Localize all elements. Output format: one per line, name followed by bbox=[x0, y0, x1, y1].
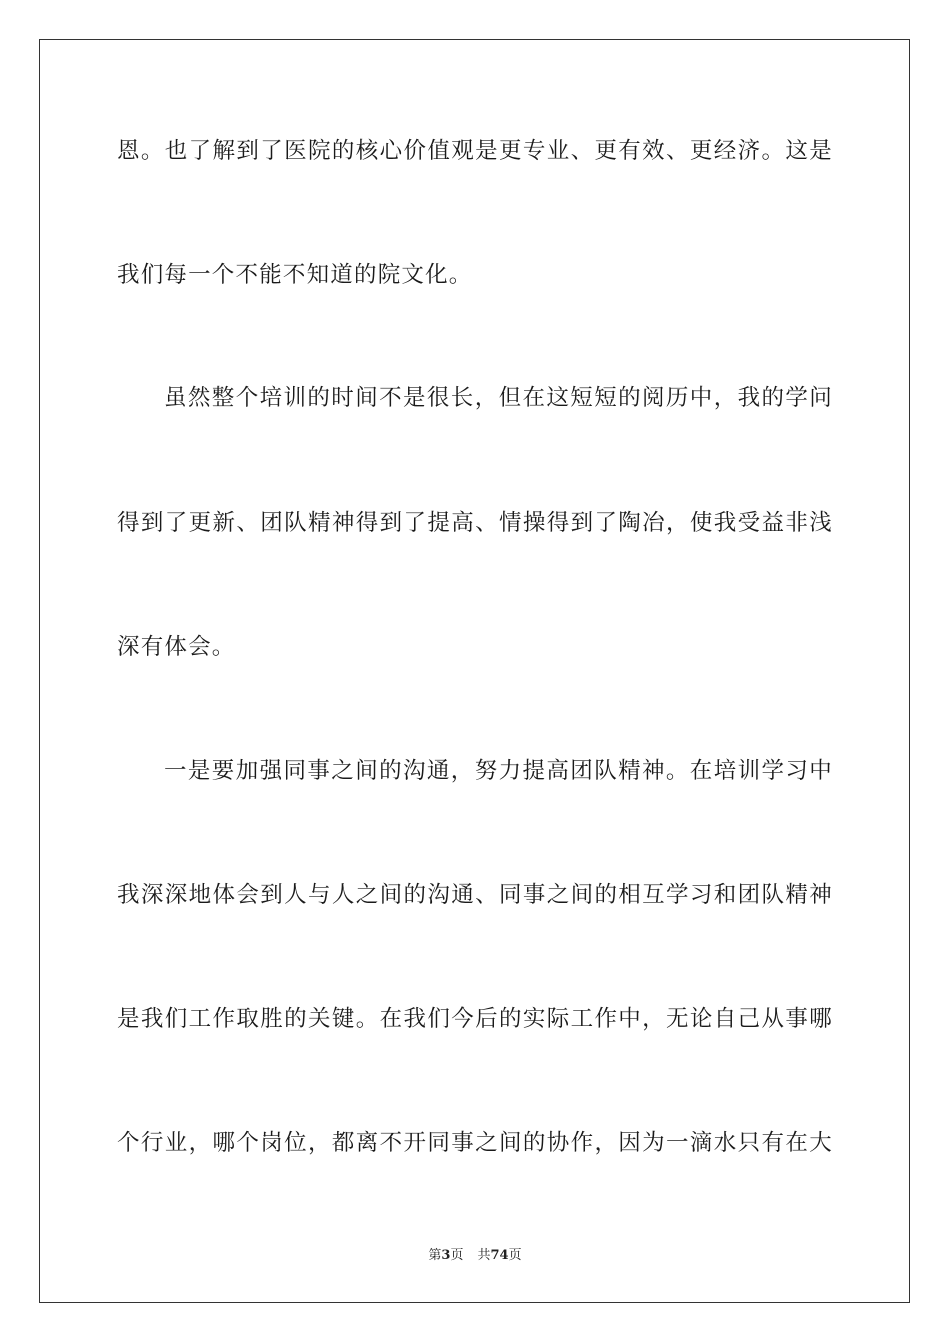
text-line-9: 个行业，哪个岗位，都离不开同事之间的协作，因为一滴水只有在大 bbox=[117, 1130, 833, 1156]
text-line-5: 深有体会。 bbox=[117, 634, 236, 660]
footer-total-number: 74 bbox=[490, 1248, 509, 1263]
page-border bbox=[39, 39, 910, 1303]
footer-total-prefix: 共 bbox=[477, 1248, 491, 1263]
footer-total-suffix: 页 bbox=[508, 1248, 522, 1263]
footer-page-suffix: 页 bbox=[450, 1248, 464, 1263]
footer-page-number: 3 bbox=[441, 1248, 451, 1263]
text-line-3: 虽然整个培训的时间不是很长，但在这短短的阅历中，我的学问 bbox=[164, 385, 833, 411]
footer-page-prefix: 第 bbox=[428, 1248, 442, 1263]
page-footer bbox=[0, 1247, 950, 1265]
text-line-8: 是我们工作取胜的关键。在我们今后的实际工作中，无论自己从事哪 bbox=[117, 1006, 833, 1032]
text-line-1: 恩。也了解到了医院的核心价值观是更专业、更有效、更经济。这是 bbox=[117, 138, 833, 164]
text-line-2: 我们每一个不能不知道的院文化。 bbox=[117, 262, 473, 288]
text-line-7: 我深深地体会到人与人之间的沟通、同事之间的相互学习和团队精神 bbox=[117, 882, 833, 908]
text-line-6: 一是要加强同事之间的沟通，努力提高团队精神。在培训学习中 bbox=[164, 758, 833, 784]
text-line-4: 得到了更新、团队精神得到了提高、情操得到了陶冶，使我受益非浅 bbox=[117, 510, 833, 536]
